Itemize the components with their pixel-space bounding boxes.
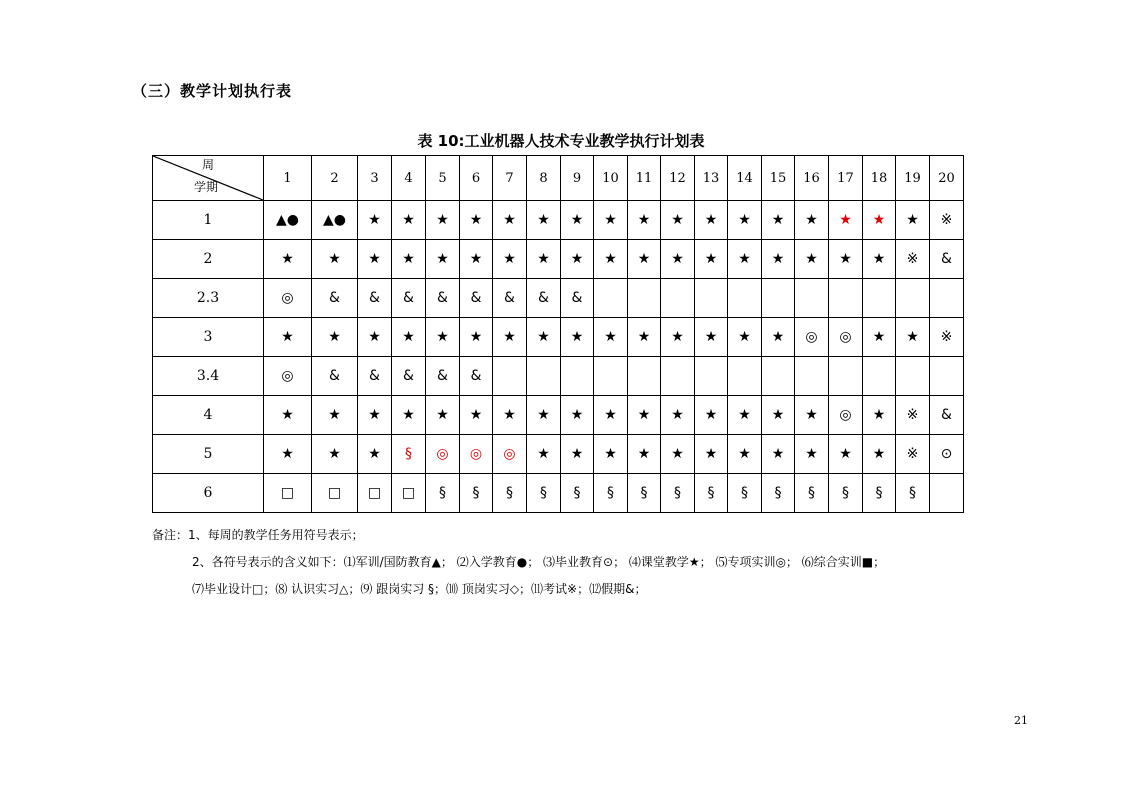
week-header-17: 17 [829, 156, 863, 201]
schedule-cell: ★ [392, 240, 426, 279]
schedule-cell: ★ [392, 396, 426, 435]
table-row [153, 318, 964, 357]
schedule-cell: § [762, 474, 795, 513]
schedule-cell: ★ [695, 435, 728, 474]
schedule-cell: § [829, 474, 863, 513]
schedule-cell [594, 357, 628, 396]
schedule-cell: § [695, 474, 728, 513]
schedule-cell [863, 357, 896, 396]
schedule-cell: ★ [695, 396, 728, 435]
schedule-cell: ※ [896, 240, 930, 279]
term-label: 4 [153, 396, 264, 435]
week-header-15: 15 [762, 156, 795, 201]
table-row [153, 357, 964, 396]
schedule-cell: ★ [762, 318, 795, 357]
schedule-cell: ★ [264, 240, 312, 279]
schedule-cell: ▲● [264, 201, 312, 240]
schedule-cell: ★ [863, 396, 896, 435]
week-header-12: 12 [661, 156, 695, 201]
schedule-cell: ★ [695, 201, 728, 240]
schedule-cell: ◎ [460, 435, 493, 474]
schedule-cell: ★ [594, 240, 628, 279]
schedule-cell [728, 357, 762, 396]
schedule-cell: ★ [695, 318, 728, 357]
term-label: 2 [153, 240, 264, 279]
schedule-cell: ★ [628, 435, 661, 474]
schedule-cell: ★ [728, 435, 762, 474]
schedule-cell: ★ [762, 240, 795, 279]
schedule-cell: ★ [728, 201, 762, 240]
schedule-cell: & [426, 279, 460, 318]
term-label: 3 [153, 318, 264, 357]
schedule-cell: ★ [561, 201, 594, 240]
teaching-plan-table [152, 155, 964, 513]
schedule-cell: ★ [358, 240, 392, 279]
schedule-cell: ★ [312, 396, 358, 435]
schedule-cell: ★ [358, 396, 392, 435]
term-axis-label: 学期 [194, 180, 219, 194]
schedule-cell [930, 279, 964, 318]
schedule-cell [628, 279, 661, 318]
term-label: 1 [153, 201, 264, 240]
schedule-cell: § [392, 435, 426, 474]
schedule-cell: ★ [493, 201, 527, 240]
week-header-8: 8 [527, 156, 561, 201]
schedule-cell: ▲● [312, 201, 358, 240]
schedule-cell [695, 279, 728, 318]
schedule-cell [695, 357, 728, 396]
schedule-cell: ★ [460, 240, 493, 279]
schedule-cell: ★ [896, 201, 930, 240]
schedule-cell: ★ [661, 318, 695, 357]
schedule-cell: § [561, 474, 594, 513]
page-number: 21 [1014, 714, 1028, 727]
schedule-cell [795, 279, 829, 318]
schedule-cell: □ [358, 474, 392, 513]
schedule-cell: & [312, 357, 358, 396]
schedule-cell: ★ [460, 396, 493, 435]
table-row [153, 474, 964, 513]
schedule-cell: ★ [527, 240, 561, 279]
schedule-cell: & [460, 279, 493, 318]
schedule-cell: ★ [426, 396, 460, 435]
schedule-cell: ◎ [829, 396, 863, 435]
schedule-cell: ★ [762, 435, 795, 474]
schedule-cell [930, 357, 964, 396]
schedule-cell: ★ [628, 201, 661, 240]
schedule-cell: ★ [795, 201, 829, 240]
schedule-cell: & [561, 279, 594, 318]
table-row [153, 279, 964, 318]
schedule-cell: ★ [661, 240, 695, 279]
table-row [153, 396, 964, 435]
schedule-cell [728, 279, 762, 318]
schedule-cell: ★ [628, 240, 661, 279]
schedule-cell: ★ [561, 318, 594, 357]
term-label: 6 [153, 474, 264, 513]
schedule-cell: ★ [264, 396, 312, 435]
schedule-cell: ★ [561, 396, 594, 435]
schedule-cell [561, 357, 594, 396]
schedule-cell: ★ [358, 201, 392, 240]
schedule-cell: ◎ [829, 318, 863, 357]
schedule-cell: ★ [728, 240, 762, 279]
schedule-cell: § [628, 474, 661, 513]
schedule-cell: & [426, 357, 460, 396]
schedule-cell: ★ [594, 318, 628, 357]
schedule-cell: ★ [426, 318, 460, 357]
schedule-cell: ★ [661, 201, 695, 240]
schedule-cell: § [594, 474, 628, 513]
schedule-cell: § [493, 474, 527, 513]
schedule-cell: & [312, 279, 358, 318]
schedule-cell: ★ [795, 435, 829, 474]
schedule-cell: ◎ [795, 318, 829, 357]
schedule-cell: ★ [312, 240, 358, 279]
week-header-13: 13 [695, 156, 728, 201]
schedule-cell: ★ [358, 435, 392, 474]
schedule-cell: ★ [493, 240, 527, 279]
schedule-cell: ★ [762, 396, 795, 435]
schedule-cell: ※ [896, 396, 930, 435]
week-header-9: 9 [561, 156, 594, 201]
schedule-cell [762, 357, 795, 396]
schedule-cell [628, 357, 661, 396]
schedule-cell: ★ [358, 318, 392, 357]
schedule-cell: ◎ [426, 435, 460, 474]
term-label: 3.4 [153, 357, 264, 396]
schedule-cell: ★ [628, 396, 661, 435]
schedule-cell: ★ [695, 240, 728, 279]
schedule-cell [829, 357, 863, 396]
week-header-10: 10 [594, 156, 628, 201]
table-row [153, 240, 964, 279]
schedule-cell [930, 474, 964, 513]
schedule-cell: ★ [392, 318, 426, 357]
table-caption: 表 10:工业机器人技术专业教学执行计划表 [417, 132, 705, 150]
schedule-cell: ★ [460, 318, 493, 357]
schedule-cell: ◎ [264, 279, 312, 318]
corner-header-cell [153, 156, 264, 201]
notes-line-1: 备注：1、每周的教学任务用符号表示； [152, 528, 364, 542]
week-header-11: 11 [628, 156, 661, 201]
schedule-cell: ★ [527, 435, 561, 474]
schedule-cell: ※ [930, 201, 964, 240]
schedule-cell: ★ [561, 240, 594, 279]
schedule-cell: ★ [493, 396, 527, 435]
schedule-cell: & [358, 279, 392, 318]
schedule-cell: § [896, 474, 930, 513]
schedule-cell: & [493, 279, 527, 318]
week-header-14: 14 [728, 156, 762, 201]
week-header-5: 5 [426, 156, 460, 201]
schedule-cell: & [527, 279, 561, 318]
schedule-cell: ★ [426, 240, 460, 279]
schedule-cell [829, 279, 863, 318]
schedule-cell: ★ [795, 396, 829, 435]
schedule-cell: ★ [795, 240, 829, 279]
schedule-cell: § [795, 474, 829, 513]
schedule-cell: ★ [392, 201, 426, 240]
schedule-cell [493, 357, 527, 396]
schedule-cell: ★ [762, 201, 795, 240]
schedule-cell: ★ [493, 318, 527, 357]
schedule-cell [594, 279, 628, 318]
week-header-19: 19 [896, 156, 930, 201]
notes [152, 522, 885, 603]
schedule-cell: ★ [426, 201, 460, 240]
notes-line-3: ⑺毕业设计□；⑻ 认识实习△；⑼ 跟岗实习 §；⑽ 顶岗实习◇；⑾考试※；⑿假期&； [192, 582, 647, 596]
week-axis-label: 周 [202, 158, 215, 172]
schedule-cell [896, 357, 930, 396]
week-header-20: 20 [930, 156, 964, 201]
table-row [153, 435, 964, 474]
schedule-cell [795, 357, 829, 396]
schedule-cell: ★ [896, 318, 930, 357]
schedule-cell: ★ [527, 396, 561, 435]
schedule-cell: § [863, 474, 896, 513]
schedule-cell: ★ [661, 396, 695, 435]
schedule-cell: ★ [728, 396, 762, 435]
schedule-cell: ★ [863, 201, 896, 240]
week-header-16: 16 [795, 156, 829, 201]
schedule-cell: & [460, 357, 493, 396]
week-header-6: 6 [460, 156, 493, 201]
schedule-cell: ★ [829, 201, 863, 240]
schedule-cell: ★ [312, 435, 358, 474]
section-heading: （三）教学计划执行表 [132, 82, 293, 100]
schedule-cell: & [358, 357, 392, 396]
schedule-cell: □ [264, 474, 312, 513]
week-header-4: 4 [392, 156, 426, 201]
schedule-cell: § [527, 474, 561, 513]
week-header-1: 1 [264, 156, 312, 201]
schedule-cell [661, 357, 695, 396]
schedule-cell: § [728, 474, 762, 513]
schedule-cell [661, 279, 695, 318]
schedule-cell: & [392, 279, 426, 318]
schedule-cell: ★ [312, 318, 358, 357]
week-header-3: 3 [358, 156, 392, 201]
schedule-cell: ★ [527, 201, 561, 240]
schedule-cell: § [460, 474, 493, 513]
schedule-cell: & [930, 396, 964, 435]
schedule-cell: □ [312, 474, 358, 513]
week-header-7: 7 [493, 156, 527, 201]
schedule-cell: § [426, 474, 460, 513]
schedule-cell [863, 279, 896, 318]
schedule-cell: ★ [561, 435, 594, 474]
schedule-cell: ⊙ [930, 435, 964, 474]
schedule-cell: ★ [628, 318, 661, 357]
schedule-cell: ★ [594, 201, 628, 240]
schedule-cell: ★ [728, 318, 762, 357]
schedule-cell: ◎ [493, 435, 527, 474]
schedule-cell: ★ [863, 435, 896, 474]
schedule-cell: ★ [863, 318, 896, 357]
schedule-cell [762, 279, 795, 318]
term-label: 2.3 [153, 279, 264, 318]
week-header-row [153, 156, 964, 201]
table-row [153, 201, 964, 240]
week-header-18: 18 [863, 156, 896, 201]
notes-line-2: 2、各符号表示的含义如下：⑴军训/国防教育▲； ⑵入学教育●； ⑶毕业教育⊙； ⑷课堂教学★； ⑸专项实训◎； ⑹综合实训■； [192, 555, 886, 569]
schedule-cell: § [661, 474, 695, 513]
schedule-cell: ★ [264, 318, 312, 357]
schedule-cell: ★ [829, 435, 863, 474]
schedule-cell: & [392, 357, 426, 396]
schedule-cell: ★ [527, 318, 561, 357]
schedule-cell: ◎ [264, 357, 312, 396]
schedule-cell: ※ [930, 318, 964, 357]
schedule-cell: ※ [896, 435, 930, 474]
schedule-cell: ★ [460, 201, 493, 240]
term-label: 5 [153, 435, 264, 474]
schedule-cell [896, 279, 930, 318]
schedule-cell: ★ [863, 240, 896, 279]
schedule-cell: ★ [594, 396, 628, 435]
schedule-cell: □ [392, 474, 426, 513]
schedule-cell: ★ [264, 435, 312, 474]
schedule-cell: ★ [661, 435, 695, 474]
week-header-2: 2 [312, 156, 358, 201]
schedule-cell: ★ [594, 435, 628, 474]
schedule-cell: & [930, 240, 964, 279]
schedule-cell [527, 357, 561, 396]
schedule-cell: ★ [829, 240, 863, 279]
